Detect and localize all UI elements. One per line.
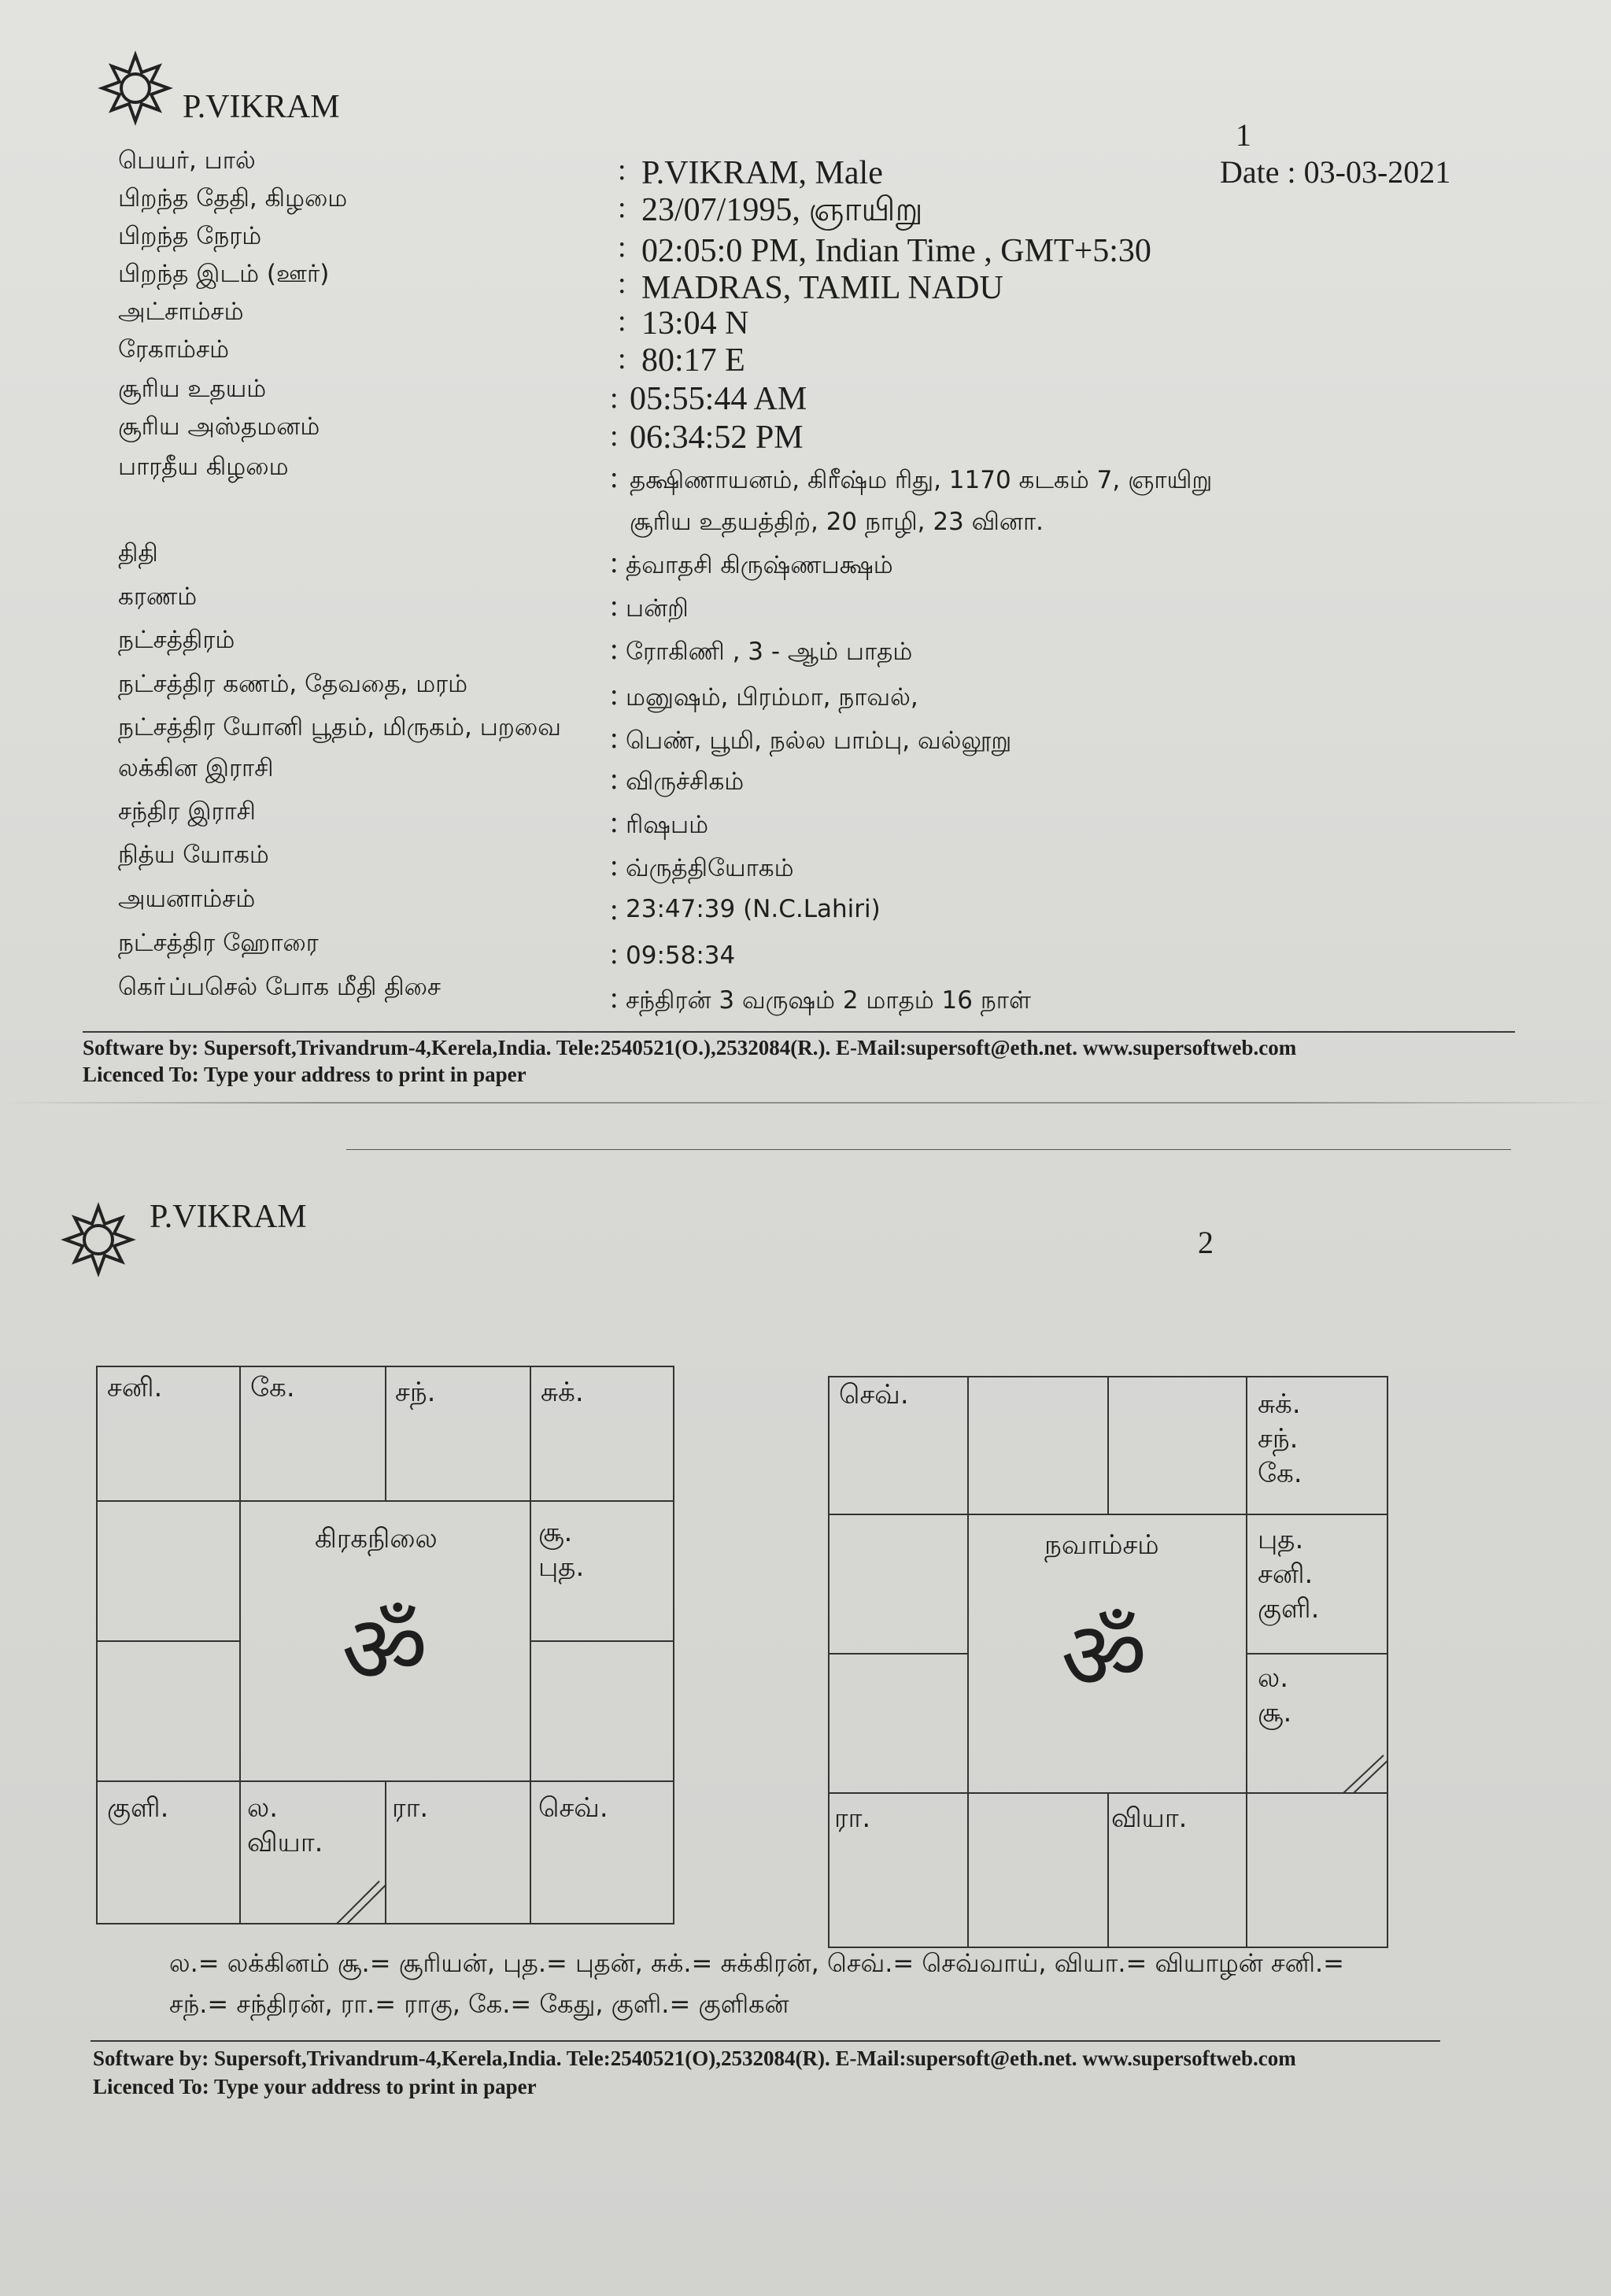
detail-colon: : bbox=[610, 763, 619, 796]
detail-label: நட்சத்திரம் bbox=[118, 626, 235, 654]
rasi-house-right-1: சூ. புத. bbox=[538, 1517, 585, 1583]
detail-colon: : bbox=[610, 633, 619, 666]
detail-value: 23/07/1995, ஞாயிறு bbox=[641, 192, 923, 228]
navamsa-house-right-1: புத. சனி. குளி. bbox=[1258, 1524, 1320, 1625]
lotus-logo-icon bbox=[96, 49, 175, 128]
detail-colon: : bbox=[610, 893, 619, 926]
page2-number: 2 bbox=[1198, 1225, 1214, 1260]
rasi-house-bottom-4: செவ். bbox=[538, 1792, 608, 1824]
abbreviation-legend-line-2: சந்.= சந்திரன், ரா.= ராகு, கே.= கேது, குளி.= குளிகன் bbox=[169, 1989, 789, 2019]
detail-colon: : bbox=[610, 420, 619, 453]
navamsa-house-right-2: ல. சூ. bbox=[1258, 1662, 1292, 1728]
detail-colon: : bbox=[618, 267, 626, 300]
abbreviation-legend-line-1: ல.= லக்கினம் சூ.= சூரியன், புத.= புதன், சுக்.= சுக்கிரன், செவ்.= செவ்வாய், வியா.= வியாழன் சனி.= bbox=[169, 1948, 1344, 1978]
detail-label: கொ்ப்பசெல் போக மீதி திசை bbox=[118, 973, 442, 1001]
detail-colon: : bbox=[610, 461, 619, 494]
rasi-chart bbox=[96, 1366, 674, 1924]
detail-label: பாரதீய கிழமை bbox=[118, 453, 289, 481]
licence-note: Licenced To: Type your address to print in paper bbox=[83, 1063, 527, 1086]
navamsa-house-top-1: செவ். bbox=[839, 1379, 909, 1411]
detail-value: ரிஷபம் bbox=[626, 811, 709, 839]
detail-label: நட்சத்திர ஹோரை bbox=[118, 929, 319, 957]
detail-value: வ்ருத்தியோகம் bbox=[626, 854, 794, 882]
lotus-logo-icon bbox=[59, 1200, 138, 1279]
detail-label: நித்ய யோகம் bbox=[118, 841, 269, 869]
report-date: Date : 03-03-2021 bbox=[1220, 154, 1451, 190]
detail-colon: : bbox=[618, 305, 626, 338]
navamsa-chart bbox=[828, 1376, 1388, 1948]
detail-colon: : bbox=[610, 678, 619, 712]
om-symbol-icon: ॐ bbox=[342, 1595, 428, 1705]
detail-value: தக்ஷிணாயனம், கிரீஷ்ம ரிது, 1170 கடகம் 7, ஞாயிறு bbox=[630, 466, 1213, 494]
detail-value: P.VIKRAM, Male bbox=[641, 155, 883, 191]
rasi-house-bottom-3: ரா. bbox=[392, 1792, 429, 1824]
detail-label: லக்கின இராசி bbox=[118, 754, 274, 782]
detail-colon: : bbox=[610, 982, 619, 1015]
rasi-house-bottom-2: ல. வியா. bbox=[247, 1792, 323, 1858]
detail-value: ரோகிணி , 3 - ஆம் பாதம் bbox=[626, 638, 913, 666]
footer-rule bbox=[83, 1031, 1515, 1033]
page1-name-heading: P.VIKRAM bbox=[183, 89, 340, 125]
detail-colon: : bbox=[610, 382, 619, 415]
licence-note: Licenced To: Type your address to print in paper bbox=[93, 2075, 537, 2098]
rasi-house-bottom-1: குளி. bbox=[107, 1792, 169, 1824]
detail-label: நட்சத்திர கணம், தேவதை, மரம் bbox=[118, 670, 468, 698]
software-credit: Software by: Supersoft,Trivandrum-4,Kerela,India. Tele:2540521(O.),2532084(R.). E-Mail:supersoft@eth.net. www.supersoftweb.com bbox=[83, 1036, 1297, 1059]
rasi-house-top-4: சுக். bbox=[541, 1377, 584, 1408]
detail-colon: : bbox=[610, 849, 619, 882]
detail-colon: : bbox=[618, 191, 626, 224]
detail-value: விருச்சிகம் bbox=[626, 767, 745, 796]
detail-label: பிறந்த இடம் (ஊர்) bbox=[118, 260, 330, 288]
paper-fold bbox=[0, 1102, 1611, 1104]
detail-label: அயனாம்சம் bbox=[118, 885, 256, 913]
navamsa-house-top-4: சுக். சந். கே. bbox=[1258, 1388, 1302, 1489]
detail-value: பன்றி bbox=[626, 594, 689, 623]
detail-value: பெண், பூமி, நல்ல பாம்பு, வல்லூறு bbox=[626, 727, 1012, 755]
detail-colon: : bbox=[610, 722, 619, 755]
detail-colon: : bbox=[618, 342, 626, 375]
navamsa-chart-title: நவாம்சம் bbox=[1044, 1529, 1159, 1561]
rasi-house-top-2: கே. bbox=[250, 1372, 295, 1403]
detail-colon: : bbox=[618, 231, 626, 264]
detail-label: ரேகாம்சம் bbox=[118, 335, 230, 364]
software-credit: Software by: Supersoft,Trivandrum-4,Kerela,India. Tele:2540521(O),2532084(R). E-Mail:supersoft@eth.net. www.supersoftweb.com bbox=[93, 2046, 1296, 2070]
detail-value: மனுஷம், பிரம்மா, நாவல், bbox=[626, 683, 918, 712]
detail-value: 23:47:39 (N.C.Lahiri) bbox=[626, 895, 881, 923]
page1-number: 1 bbox=[1236, 117, 1251, 153]
om-symbol-icon: ॐ bbox=[1061, 1602, 1147, 1711]
detail-colon: : bbox=[610, 590, 619, 623]
detail-label: சந்திர இராசி bbox=[118, 797, 256, 826]
detail-colon: : bbox=[610, 806, 619, 839]
detail-label: பெயர், பால் bbox=[118, 146, 256, 175]
footer-rule bbox=[91, 2040, 1440, 2042]
rasi-chart-title: கிரகநிலை bbox=[315, 1523, 438, 1555]
detail-value: MADRAS, TAMIL NADU bbox=[641, 270, 1003, 306]
rasi-house-top-3: சந். bbox=[395, 1377, 436, 1408]
detail-label: கரணம் bbox=[118, 582, 198, 611]
detail-value-continued: சூரிய உதயத்திற், 20 நாழி, 23 வினா. bbox=[630, 508, 1044, 536]
detail-value: 09:58:34 bbox=[626, 941, 736, 970]
page2-name-heading: P.VIKRAM bbox=[150, 1199, 307, 1235]
detail-label: நட்சத்திர யோனி பூதம், மிருகம், பறவை bbox=[118, 713, 561, 741]
detail-value: 80:17 E bbox=[641, 342, 745, 379]
detail-label: சூரிய அஸ்தமனம் bbox=[118, 412, 320, 441]
detail-colon: : bbox=[610, 937, 619, 971]
detail-label: பிறந்த நேரம் bbox=[118, 222, 262, 250]
detail-label: திதி bbox=[118, 539, 158, 568]
page-separator bbox=[346, 1149, 1511, 1150]
detail-value: 02:05:0 PM, Indian Time , GMT+5:30 bbox=[641, 233, 1151, 269]
rasi-house-top-1: சனி. bbox=[107, 1372, 163, 1403]
detail-value: சந்திரன் 3 வருஷம் 2 மாதம் 16 நாள் bbox=[626, 986, 1031, 1015]
detail-colon: : bbox=[610, 546, 619, 579]
detail-value: 06:34:52 PM bbox=[630, 420, 804, 456]
detail-label: பிறந்த தேதி, கிழமை bbox=[118, 184, 348, 213]
detail-value: த்வாதசி கிருஷ்ணபக்ஷம் bbox=[626, 551, 893, 579]
navamsa-house-bottom-1: ரா. bbox=[834, 1802, 871, 1834]
detail-label: அட்சாம்சம் bbox=[118, 298, 244, 326]
navamsa-house-bottom-3: வியா. bbox=[1111, 1802, 1188, 1834]
detail-colon: : bbox=[618, 153, 626, 187]
detail-value: 05:55:44 AM bbox=[630, 381, 807, 417]
detail-value: 13:04 N bbox=[641, 305, 749, 342]
detail-label: சூரிய உதயம் bbox=[118, 375, 267, 403]
